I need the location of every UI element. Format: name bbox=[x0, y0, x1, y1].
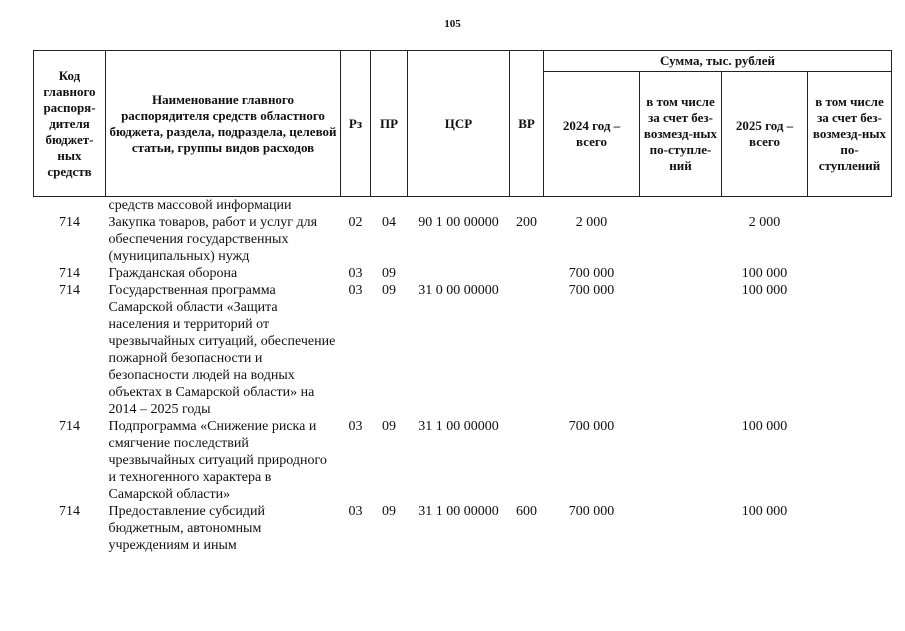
cell-2025-total: 2 000 bbox=[748, 215, 781, 230]
cell-2025-grants bbox=[808, 418, 892, 503]
cell-2025-grants bbox=[808, 265, 892, 282]
cell-pr: 09 bbox=[382, 266, 396, 281]
cell-vr bbox=[510, 282, 544, 418]
cell-code: 714 bbox=[59, 504, 80, 519]
header-rz: Рз bbox=[341, 51, 371, 197]
continuation-text: средств массовой информации bbox=[108, 198, 292, 213]
cell-code: 714 bbox=[59, 215, 80, 230]
table-row-continuation bbox=[34, 197, 892, 215]
cell-name: Гражданская оборона bbox=[108, 266, 238, 281]
cell-2024-total: 700 000 bbox=[568, 419, 615, 434]
header-sum: Сумма, тыс. рублей bbox=[544, 51, 892, 72]
cell-code: 714 bbox=[59, 283, 80, 298]
header-pr: ПР bbox=[371, 51, 408, 197]
cell-2025-total: 100 000 bbox=[741, 504, 788, 519]
cell-2024-grants bbox=[640, 282, 722, 418]
cell-vr: 200 bbox=[516, 215, 537, 230]
cell-rz: 02 bbox=[348, 215, 363, 230]
cell-2025-grants bbox=[808, 214, 892, 265]
cell-rz: 03 bbox=[348, 419, 363, 434]
cell-csr: 31 0 00 00000 bbox=[418, 283, 499, 298]
cell-pr: 04 bbox=[382, 215, 396, 230]
cell-code: 714 bbox=[59, 419, 80, 434]
cell-vr bbox=[510, 265, 544, 282]
cell-vr bbox=[510, 418, 544, 503]
table-row bbox=[34, 282, 892, 418]
cell-2024-grants bbox=[640, 214, 722, 265]
budget-table bbox=[33, 50, 892, 554]
header-code: Код главного распоря-дителя бюджет-ных средств bbox=[34, 51, 106, 197]
cell-code: 714 bbox=[59, 266, 80, 281]
cell-name: Закупка товаров, работ и услуг для обеспечения государственных (муниципальных) нужд bbox=[108, 215, 318, 264]
cell-pr: 09 bbox=[382, 283, 396, 298]
page-number: 105 bbox=[444, 18, 461, 30]
cell-2025-total: 100 000 bbox=[741, 283, 788, 298]
cell-2024-total: 700 000 bbox=[568, 504, 615, 519]
table-row bbox=[34, 503, 892, 554]
cell-2024-total: 700 000 bbox=[568, 283, 615, 298]
header-name: Наименование главного распорядителя средств областного бюджета, раздела, подраздела, целевой статьи, группы видов расходов bbox=[106, 51, 341, 197]
cell-2024-total: 2 000 bbox=[575, 215, 608, 230]
cell-name: Предоставление субсидий бюджетным, автономным учреждениям и иным bbox=[108, 504, 265, 553]
header-2024-grants: в том числе за счет без-возмезд-ных по-ступле-ний bbox=[640, 72, 722, 197]
cell-2024-total: 700 000 bbox=[568, 266, 615, 281]
table-row bbox=[34, 265, 892, 282]
table-row bbox=[34, 214, 892, 265]
cell-2025-grants bbox=[808, 503, 892, 554]
cell-2025-grants bbox=[808, 282, 892, 418]
cell-2024-grants bbox=[640, 418, 722, 503]
cell-2024-grants bbox=[640, 503, 722, 554]
header-2025-grants: в том числе за счет без-возмезд-ных по-ступлений bbox=[808, 72, 892, 197]
table-row bbox=[34, 418, 892, 503]
cell-csr: 31 1 00 00000 bbox=[418, 419, 499, 434]
header-2024-total: 2024 год – всего bbox=[544, 72, 640, 197]
cell-csr: 31 1 00 00000 bbox=[418, 504, 499, 519]
cell-2025-total: 100 000 bbox=[741, 266, 788, 281]
cell-2025-total: 100 000 bbox=[741, 419, 788, 434]
cell-rz: 03 bbox=[348, 283, 363, 298]
cell-pr: 09 bbox=[382, 419, 396, 434]
cell-pr: 09 bbox=[382, 504, 396, 519]
cell-vr: 600 bbox=[516, 504, 537, 519]
cell-rz: 03 bbox=[348, 266, 363, 281]
cell-name: Государственная программа Самарской области «Защита населения и территорий от чрезвычайных ситуаций, обеспечение пожарной безопасности и безопасности людей на водных объектах в Самарской области» на 2014 – 2025 годы bbox=[108, 283, 336, 417]
cell-csr bbox=[408, 265, 510, 282]
cell-name: Подпрограмма «Снижение риска и смягчение последствий чрезвычайных ситуаций природного и техногенного характера в Самарской области» bbox=[108, 419, 327, 502]
header-vr: ВР bbox=[510, 51, 544, 197]
cell-2024-grants bbox=[640, 265, 722, 282]
cell-rz: 03 bbox=[348, 504, 363, 519]
cell-csr: 90 1 00 00000 bbox=[418, 215, 499, 230]
header-csr: ЦСР bbox=[408, 51, 510, 197]
header-2025-total: 2025 год – всего bbox=[722, 72, 808, 197]
